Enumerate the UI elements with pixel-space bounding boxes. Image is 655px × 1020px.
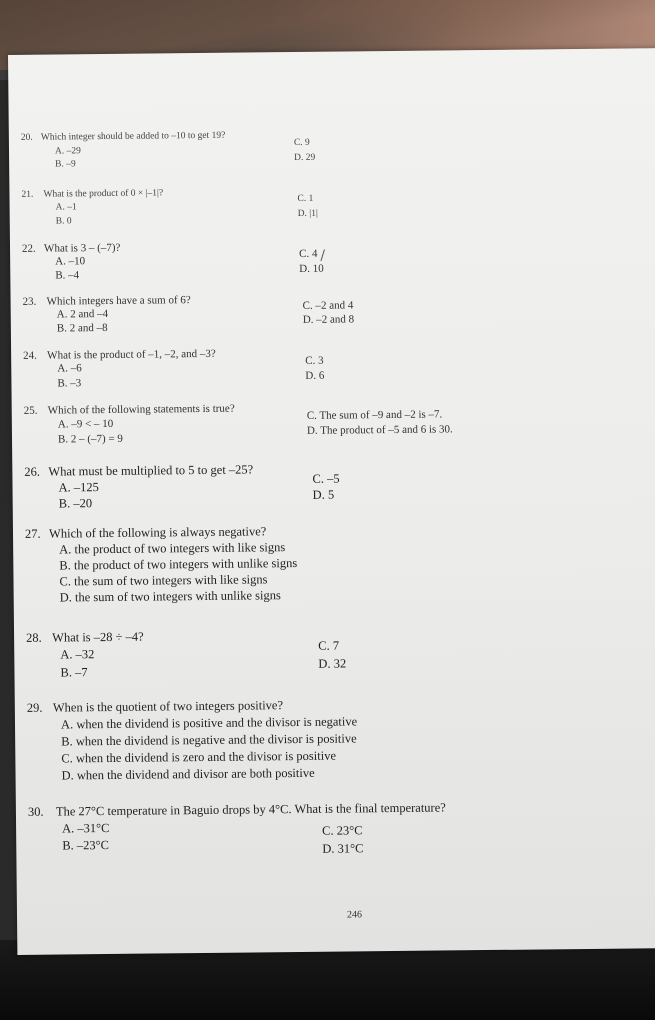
- option-b: B. 2 and –8: [56, 321, 108, 335]
- option-d: D. 10: [299, 262, 324, 275]
- option-a: A. –9 < – 10: [57, 417, 114, 431]
- option-c: C. The sum of –9 and –2 is –7.: [306, 408, 443, 422]
- option-a: A. –1: [55, 202, 77, 213]
- question-stem: What is 3 – (–7)?: [43, 241, 121, 255]
- question-number: 29.: [26, 700, 43, 715]
- option-d: D. when the dividend and divisor are both positive: [61, 765, 315, 783]
- question-stem: What is –28 ÷ –4?: [52, 629, 144, 645]
- option-b: B. –20: [58, 496, 93, 511]
- option-a: A. 2 and –4: [56, 307, 109, 321]
- question-stem: Which of the following statements is true?: [47, 402, 235, 417]
- option-a: A. –10: [55, 255, 86, 268]
- question-stem: What is the product of 0 × |–1|?: [43, 188, 164, 200]
- option-c: C. 23°C: [322, 823, 363, 838]
- option-a: A. –31°C: [62, 820, 110, 836]
- option-d: D. |1|: [297, 208, 318, 219]
- pen-mark: [320, 249, 327, 262]
- option-a: A. –32: [60, 647, 95, 662]
- option-b: B. 2 – (–7) = 9: [57, 432, 123, 446]
- question-number: 24.: [23, 349, 37, 362]
- option-d: D. 31°C: [322, 841, 364, 856]
- option-b: B. –7: [60, 665, 88, 680]
- question-number: 30.: [27, 804, 44, 819]
- option-a: A. –125: [58, 480, 99, 495]
- option-b: B. 0: [55, 216, 72, 227]
- option-d: D. the sum of two integers with unlike signs: [59, 588, 281, 605]
- option-c: C. when the dividend is zero and the divisor is positive: [61, 748, 337, 766]
- option-c: C. 7: [318, 638, 340, 653]
- option-c: C. 4: [299, 247, 318, 260]
- worksheet-page: [8, 48, 655, 955]
- question-stem: Which integers have a sum of 6?: [46, 294, 191, 308]
- question-number: 27.: [24, 526, 41, 541]
- option-d: D. 6: [305, 369, 325, 382]
- question-stem: What must be multiplied to 5 to get –25?: [48, 462, 254, 479]
- option-a: A. the product of two integers with like signs: [59, 540, 286, 557]
- option-a: A. –6: [57, 362, 82, 375]
- question-number: 28.: [26, 630, 42, 645]
- option-b: B. –23°C: [62, 837, 110, 853]
- question-number: 21.: [21, 189, 34, 200]
- question-number: 22.: [21, 242, 36, 255]
- option-d: D. –2 and 8: [302, 313, 355, 326]
- option-c: C. 1: [297, 193, 314, 204]
- option-d: D. The product of –5 and 6 is 30.: [306, 423, 453, 437]
- option-b: B. –3: [57, 377, 82, 390]
- option-a: A. when the dividend is positive and the divisor is negative: [60, 714, 358, 732]
- question-stem: Which integer should be added to –10 to get 19?: [40, 130, 226, 143]
- option-d: D. 5: [312, 487, 335, 502]
- option-c: C. 3: [305, 354, 324, 367]
- option-b: B. the product of two integers with unlike signs: [59, 556, 298, 573]
- question-number: 20.: [20, 132, 33, 143]
- question-number: 26.: [24, 464, 41, 479]
- question-stem: What is the product of –1, –2, and –3?: [47, 347, 216, 362]
- option-c: C. the sum of two integers with like signs: [59, 572, 268, 589]
- option-b: B. –4: [55, 269, 80, 282]
- option-c: C. 9: [293, 137, 310, 149]
- question-stem: When is the quotient of two integers positive?: [52, 698, 284, 715]
- question-number: 25.: [23, 404, 38, 417]
- question-stem: Which of the following is always negative?: [48, 524, 267, 541]
- question-number: 23.: [22, 295, 37, 308]
- page-number: 246: [346, 909, 363, 921]
- option-d: D. 32: [318, 656, 347, 671]
- option-c: C. –5: [312, 471, 340, 486]
- option-c: C. –2 and 4: [302, 299, 354, 312]
- option-d: D. 29: [294, 152, 316, 164]
- option-a: A. –29: [54, 146, 81, 157]
- option-b: B. when the dividend is negative and the divisor is positive: [61, 731, 357, 749]
- option-b: B. –9: [55, 159, 76, 170]
- question-stem: The 27°C temperature in Baguio drops by 4°C. What is the final temperature?: [55, 800, 446, 819]
